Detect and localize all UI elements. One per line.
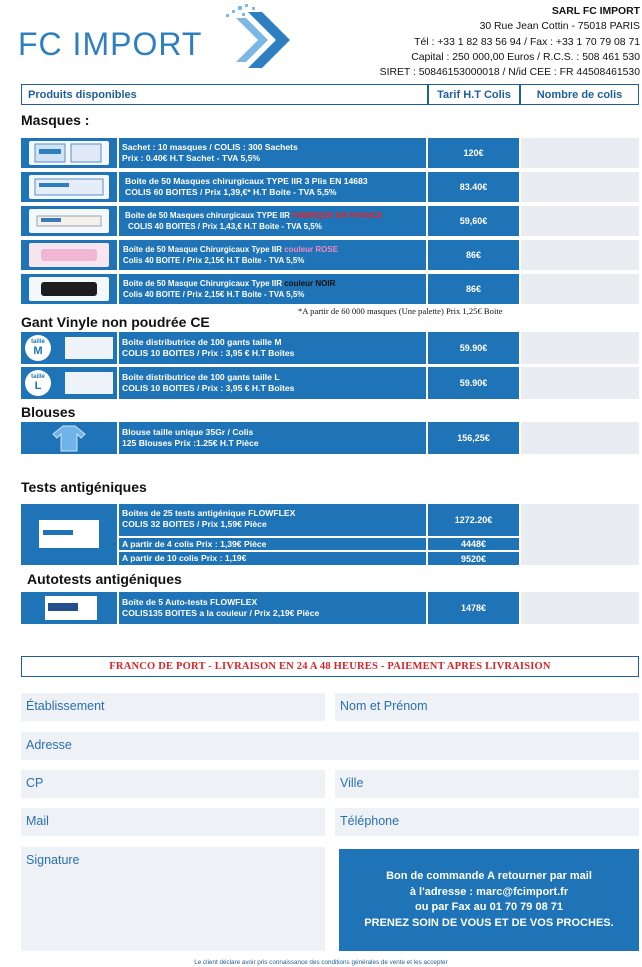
- quantity-input-masque-iir[interactable]: [521, 172, 639, 202]
- product-desc-autotest: [119, 592, 426, 624]
- etablissement-field[interactable]: Établissement: [21, 693, 325, 721]
- mail-field[interactable]: Mail: [21, 808, 325, 836]
- adresse-field[interactable]: Adresse: [21, 732, 639, 760]
- test-box-icon: [39, 520, 99, 548]
- quantity-input-gant-l[interactable]: [521, 367, 639, 399]
- product-image-masque-rose: [21, 240, 117, 270]
- quantity-input-autotest[interactable]: [521, 592, 639, 624]
- quantity-input-gant-m[interactable]: [521, 332, 639, 364]
- product-line: 125 Blouses Prix :1.25€ H.T Pièce: [122, 438, 259, 448]
- product-desc-sachet: [119, 138, 426, 168]
- section-title-gants: Gant Vinyle non poudrée CE: [21, 314, 210, 330]
- product-desc-gant-l: [119, 367, 426, 399]
- quantity-input-test[interactable]: [521, 504, 639, 565]
- product-desc-masque-noir: [119, 274, 426, 304]
- product-line: COLIS 40 BOITES / Prix 1,43,€ H.T Boite - TVA 5,5%: [128, 222, 322, 231]
- order-line: ou par Fax au 01 70 79 08 71: [415, 901, 563, 913]
- product-line: COLIS135 BOITES a la couleur / Prix 2,19€ Pièce: [122, 608, 320, 618]
- quantity-input-masque-rose[interactable]: [521, 240, 639, 270]
- price-blouse: 156,25€: [428, 422, 519, 454]
- product-desc-masque-rose: [119, 240, 426, 270]
- section-title-blouses: Blouses: [21, 404, 76, 420]
- product-image-masque-iir: [21, 172, 117, 202]
- company-siret: SIRET : 50846153000018 / N/id CEE : FR 44508461530: [379, 67, 640, 79]
- price-masque-iir: 83.40€: [428, 172, 519, 202]
- product-image-masque-noir: [21, 274, 117, 304]
- company-capital: Capital : 250 000,00 Euros / R.C.S. : 508 461 530: [411, 51, 640, 63]
- product-line: COLIS 10 BOITES / Prix : 3,95 € H.T Boîtes: [122, 348, 295, 358]
- tier-desc-test-4: A partir de 4 colis Prix : 1,39€ Pièce: [119, 538, 426, 550]
- product-line: Blouse taille unique 35Gr / Colis: [122, 427, 254, 437]
- company-logo: [18, 4, 276, 76]
- mask-pack-icon: [29, 141, 109, 165]
- product-image-gant-m: [21, 332, 117, 364]
- product-line: Colis 40 BOITE / Prix 2,15€ H.T Boite - TVA 5,5%: [123, 290, 305, 299]
- palette-note: *A partir de 60 000 masques (Une palette) Prix 1,25€ Boite: [298, 306, 503, 316]
- product-line: Boite de 50 Masques chirurgicaux TYPE IIR FABRIQUE EN FRANCE: [125, 211, 383, 220]
- terms-acceptance-note: Le client déclare avoir pris connaissance des conditions générales de vente et les accepter: [194, 959, 448, 966]
- price-masque-rose: 86€: [428, 240, 519, 270]
- product-desc-gant-m: [119, 332, 426, 364]
- product-image-masque-france: [21, 206, 117, 236]
- product-line: Boite de 50 Masques chirurgicaux TYPE IIR 3 Plis EN 14683: [125, 176, 368, 186]
- company-name: SARL FC IMPORT: [551, 6, 640, 17]
- product-line: Boite distributrice de 100 gants taille L: [122, 372, 280, 382]
- price-test: 1272.20€: [428, 504, 519, 536]
- order-line: PRENEZ SOIN DE VOUS ET DE VOS PROCHES.: [364, 916, 614, 929]
- section-title-autotests: Autotests antigéniques: [27, 571, 182, 587]
- company-info: [380, 4, 640, 80]
- made-in-france-label: FABRIQUE EN FRANCE: [292, 211, 383, 220]
- logo-text: FC IMPORT: [18, 26, 203, 62]
- tier-desc-test-10: A partir de 10 colis Prix : 1,19€: [119, 552, 426, 565]
- price-sachet: 120€: [428, 138, 519, 168]
- product-image-gant-l: [21, 367, 117, 399]
- shipping-terms-banner: FRANCO DE PORT - LIVRAISON EN 24 A 48 HEURES - PAIEMENT APRES LIVRAISION: [21, 656, 639, 677]
- order-line: Bon de commande A retourner par mail: [386, 870, 592, 882]
- price-masque-france: 59,60€: [428, 206, 519, 236]
- quantity-input-sachet[interactable]: [521, 138, 639, 168]
- signature-field[interactable]: Signature: [21, 847, 325, 951]
- product-line: Boite de 50 Masque Chirurgicaux Type IIR couleur NOIR: [123, 279, 336, 288]
- product-image-test: [21, 504, 117, 565]
- logo-chevron-icon: [218, 4, 294, 76]
- product-line: Boites de 25 tests antigénique FLOWFLEX: [122, 508, 296, 518]
- cp-field[interactable]: CP: [21, 770, 325, 798]
- color-rose-label: couleur ROSE: [284, 245, 339, 254]
- price-gant-m: 59.90€: [428, 332, 519, 364]
- column-header-tariff: Tarif H.T Colis: [428, 84, 520, 105]
- order-line: à l'adresse : marc@fcimport.fr: [409, 885, 569, 898]
- product-line: Sachet : 10 masques / COLIS : 300 Sachets: [122, 142, 298, 152]
- black-mask-icon: [29, 277, 109, 301]
- autotest-box-icon: [45, 596, 97, 620]
- product-desc-blouse: [119, 422, 426, 454]
- pink-mask-icon: [29, 243, 109, 267]
- column-header-products: Produits disponibles: [21, 84, 428, 105]
- size-badge-m: taille M: [25, 335, 51, 361]
- product-desc-test: [119, 504, 426, 536]
- product-image-autotest: [21, 592, 117, 624]
- mask-box-icon: [29, 175, 109, 199]
- ville-field[interactable]: Ville: [335, 770, 639, 798]
- product-line: Colis 40 BOITE / Prix 2,15€ H.T Boite - TVA 5,5%: [123, 256, 305, 265]
- size-badge-l: taille L: [25, 370, 51, 396]
- telephone-field[interactable]: Téléphone: [335, 808, 639, 836]
- company-address: 30 Rue Jean Cottin - 75018 PARIS: [479, 21, 640, 33]
- price-autotest: 1478€: [428, 592, 519, 624]
- section-title-tests: Tests antigéniques: [21, 479, 147, 495]
- glove-box-icon: [65, 372, 113, 394]
- product-desc-masque-iir: [119, 172, 426, 202]
- price-masque-noir: 86€: [428, 274, 519, 304]
- company-phone-fax: Tél : +33 1 82 83 56 94 / Fax : +33 1 70 79 08 71: [414, 36, 640, 48]
- product-line: COLIS 60 BOITES / Prix 1,39,€* H.T Boite - TVA 5,5%: [125, 187, 337, 197]
- quantity-input-blouse[interactable]: [521, 422, 639, 454]
- glove-box-icon: [65, 337, 113, 359]
- product-line: Boite distributrice de 100 gants taille M: [122, 337, 282, 347]
- quantity-input-masque-france[interactable]: [521, 206, 639, 236]
- nom-prenom-field[interactable]: Nom et Prénom: [335, 693, 639, 721]
- color-noir-label: couleur NOIR: [284, 279, 336, 288]
- mask-box-icon: [29, 209, 109, 233]
- product-image-blouse: [21, 422, 117, 454]
- tier-price-test-4: 4448€: [428, 538, 519, 550]
- gown-icon: [49, 424, 89, 452]
- quantity-input-masque-noir[interactable]: [521, 274, 639, 304]
- product-line: COLIS 10 BOITES / Prix : 3,95 € H.T Boîtes: [122, 383, 295, 393]
- product-line: Prix : 0.40€ H.T Sachet - TVA 5,5%: [122, 153, 261, 163]
- tier-price-test-10: 9520€: [428, 552, 519, 565]
- price-gant-l: 59.90€: [428, 367, 519, 399]
- column-header-quantity: Nombre de colis: [520, 84, 639, 105]
- product-desc-masque-france: [119, 206, 426, 236]
- section-title-masques: Masques :: [21, 112, 90, 128]
- product-line: Boite de 5 Auto-tests FLOWFLEX: [122, 597, 258, 607]
- product-line: Boite de 50 Masque Chirurgicaux Type IIR couleur ROSE: [123, 245, 339, 254]
- order-instructions-box: [339, 849, 639, 951]
- product-image-sachet: [21, 138, 117, 168]
- product-line: COLIS 32 BOITES / Prix 1,59€ Pièce: [122, 519, 267, 529]
